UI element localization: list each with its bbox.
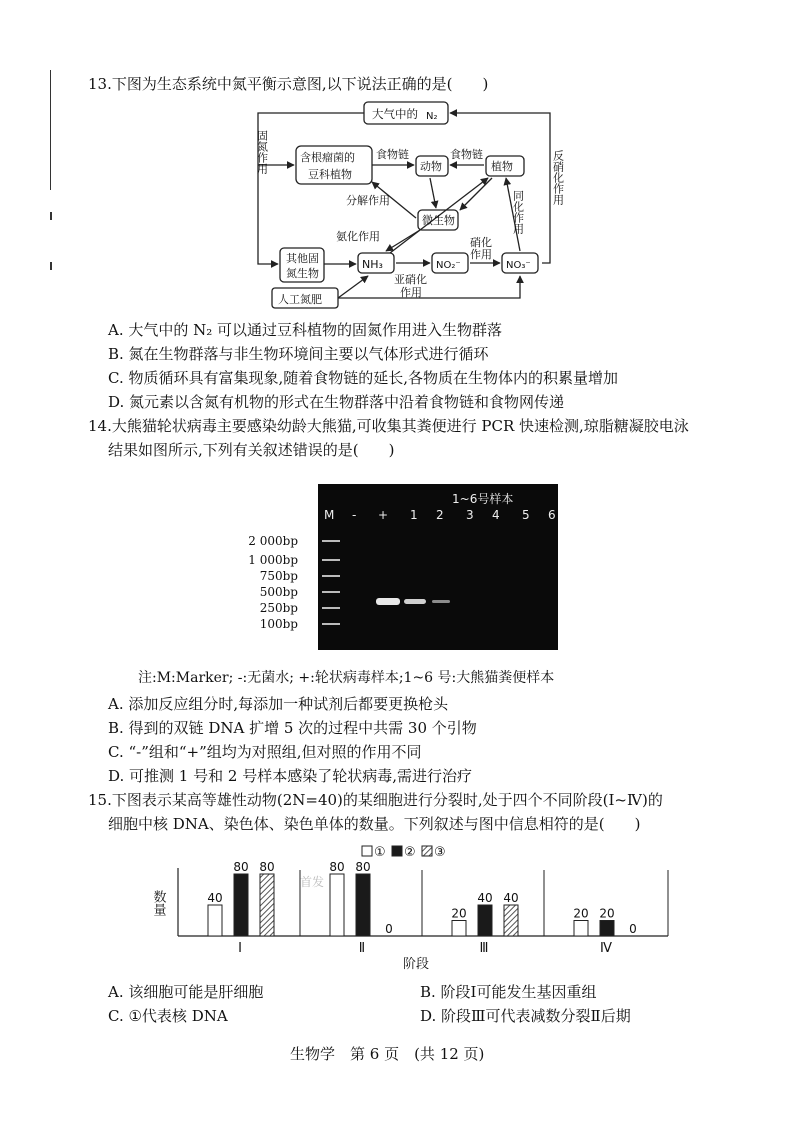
svg-text:作用: 作用 <box>470 248 492 261</box>
ladder-band <box>322 575 340 577</box>
bar <box>478 905 492 936</box>
legend-label: ① <box>374 845 386 860</box>
band-sample-1 <box>404 599 426 604</box>
marker-label: 500bp <box>259 585 298 599</box>
q13-option-c: C. 物质循环具有富集现象,随着食物链的延长,各物质在生物体内的积累量增加 <box>108 369 619 387</box>
svg-text:反硝化作用: 反硝化作用 <box>551 150 565 205</box>
bar <box>574 921 588 937</box>
svg-text:含根瘤菌的: 含根瘤菌的 <box>300 151 355 164</box>
legend-swatch <box>422 846 432 856</box>
watermark: 首发 <box>300 875 325 889</box>
page-footer: 生物学 第 6 页 (共 12 页) <box>290 1045 485 1063</box>
lane-label: + <box>378 508 389 522</box>
svg-text:其他固: 其他固 <box>286 252 319 265</box>
svg-text:NO₂⁻: NO₂⁻ <box>436 260 461 271</box>
q13-option-b: B. 氮在生物群落与非生物环境间主要以气体形式进行循环 <box>108 345 489 363</box>
bar <box>330 874 344 936</box>
svg-text:氮生物: 氮生物 <box>286 267 319 280</box>
bar-value-label: 80 <box>329 860 345 874</box>
legend-swatch <box>392 846 402 856</box>
q14-option-a: A. 添加反应组分时,每添加一种试剂后都要更换枪头 <box>108 695 449 713</box>
bar <box>600 921 614 937</box>
legend-label: ② <box>404 845 416 860</box>
svg-text:大气中的: 大气中的 <box>372 107 418 121</box>
category-label: Ⅰ <box>238 941 242 956</box>
q15-option-a: A. 该细胞可能是肝细胞 <box>108 983 264 1001</box>
category-label: Ⅳ <box>600 941 612 956</box>
bar <box>356 874 370 936</box>
margin-rule <box>50 70 51 190</box>
lane-label: 4 <box>492 508 500 522</box>
svg-text:固氮作用: 固氮作用 <box>255 130 269 174</box>
q14-option-d: D. 可推测 1 号和 2 号样本感染了轮状病毒,需进行治疗 <box>108 767 472 785</box>
marker-label: 1 000bp <box>248 553 298 567</box>
category-label: Ⅲ <box>479 941 489 956</box>
bar-value-label: 0 <box>385 922 393 936</box>
band-positive <box>376 598 400 605</box>
marker-label: 750bp <box>259 569 298 583</box>
gel-note: 注:M:Marker; -:无菌水; +:轮状病毒样本;1~6 号:大熊猫粪便样本 <box>138 670 555 686</box>
q14-stem-line1: 14.大熊猫轮状病毒主要感染幼龄大熊猫,可收集其粪便进行 PCR 快速检测,琼脂糖凝胶电泳 <box>88 417 689 435</box>
q13-option-a: A. 大气中的 N₂ 可以通过豆科植物的固氮作用进入生物群落 <box>108 321 503 339</box>
bar-value-label: 40 <box>207 891 223 905</box>
bar <box>452 921 466 937</box>
bar-value-label: 80 <box>233 860 249 874</box>
svg-text:人工氮肥: 人工氮肥 <box>278 293 322 306</box>
bar-chart <box>150 840 680 980</box>
q14-option-b: B. 得到的双链 DNA 扩增 5 次的过程中共需 30 个引物 <box>108 719 477 737</box>
bar-value-label: 40 <box>477 891 493 905</box>
lane-label: 2 <box>436 508 444 522</box>
q13-option-d: D. 氮元素以含氮有机物的形式在生物群落中沿着食物链和食物网传递 <box>108 393 565 411</box>
lane-label: 6 <box>548 508 556 522</box>
q15-option-d: D. 阶段Ⅲ可代表减数分裂Ⅱ后期 <box>420 1007 631 1025</box>
bar <box>260 874 274 936</box>
x-axis-label: 阶段 <box>403 957 430 972</box>
lane-label: 3 <box>466 508 474 522</box>
marker-label: 2 000bp <box>248 534 298 548</box>
bar <box>234 874 248 936</box>
q13-stem: 13.下图为生态系统中氮平衡示意图,以下说法正确的是( ) <box>88 75 489 93</box>
svg-text:豆科植物: 豆科植物 <box>308 168 352 181</box>
ladder-band <box>322 591 340 593</box>
marker-label: 100bp <box>259 617 298 631</box>
svg-text:硝化: 硝化 <box>470 236 492 249</box>
q15-option-c: C. ①代表核 DNA <box>108 1007 228 1025</box>
bar-value-label: 20 <box>599 906 615 921</box>
band-sample-2 <box>432 600 450 603</box>
bar-value-label: 20 <box>573 906 589 921</box>
gel-electrophoresis-image <box>318 484 558 650</box>
category-label: Ⅱ <box>358 941 366 956</box>
margin-mark <box>50 262 52 270</box>
bar-value-label: 80 <box>259 860 275 874</box>
svg-text:氨化作用: 氨化作用 <box>336 230 380 243</box>
lane-label: - <box>352 508 357 522</box>
bar-value-label: 0 <box>629 922 637 936</box>
ladder-band <box>322 607 340 609</box>
legend-swatch <box>362 846 372 856</box>
y-axis-label: 数量 <box>150 890 166 916</box>
svg-text:N₂: N₂ <box>426 111 438 122</box>
svg-text:NO₃⁻: NO₃⁻ <box>506 260 531 271</box>
nitrogen-cycle-diagram <box>250 98 580 310</box>
ladder-band <box>322 540 340 542</box>
svg-text:植物: 植物 <box>491 160 513 173</box>
svg-text:亚硝化: 亚硝化 <box>394 273 427 286</box>
svg-text:微生物: 微生物 <box>422 214 455 227</box>
svg-text:同化作用: 同化作用 <box>511 190 525 234</box>
bar <box>504 905 518 936</box>
svg-text:食物链: 食物链 <box>376 148 409 161</box>
q15-option-b: B. 阶段Ⅰ可能发生基因重组 <box>420 983 597 1001</box>
lane-label: M <box>324 508 335 522</box>
bar <box>208 905 222 936</box>
chart-legend <box>362 845 446 860</box>
svg-text:动物: 动物 <box>420 160 442 173</box>
legend-label: ③ <box>434 845 446 860</box>
svg-text:分解作用: 分解作用 <box>346 194 390 207</box>
q14-option-c: C. “-”组和“+”组均为对照组,但对照的作用不同 <box>108 743 422 761</box>
q14-stem-line2: 结果如图所示,下列有关叙述错误的是( ) <box>108 441 395 459</box>
ladder-band <box>322 623 340 625</box>
ladder-band <box>322 559 340 561</box>
chart-bars <box>207 860 668 956</box>
svg-text:NH₃: NH₃ <box>362 258 383 271</box>
q15-stem-line1: 15.下图表示某高等雄性动物(2N=40)的某细胞进行分裂时,处于四个不同阶段(Ⅰ~Ⅳ)的 <box>88 791 663 809</box>
lane-label: 5 <box>522 508 530 522</box>
margin-mark <box>50 212 52 220</box>
bar-value-label: 20 <box>451 906 467 921</box>
bar-value-label: 80 <box>355 860 371 874</box>
sample-header: 1~6号样本 <box>452 492 514 506</box>
lane-label: 1 <box>410 508 418 522</box>
svg-text:作用: 作用 <box>400 286 422 299</box>
svg-text:食物链: 食物链 <box>450 148 483 161</box>
marker-label: 250bp <box>259 601 298 615</box>
bar-value-label: 40 <box>503 891 519 905</box>
q15-stem-line2: 细胞中核 DNA、染色体、染色单体的数量。下列叙述与图中信息相符的是( ) <box>108 815 641 833</box>
